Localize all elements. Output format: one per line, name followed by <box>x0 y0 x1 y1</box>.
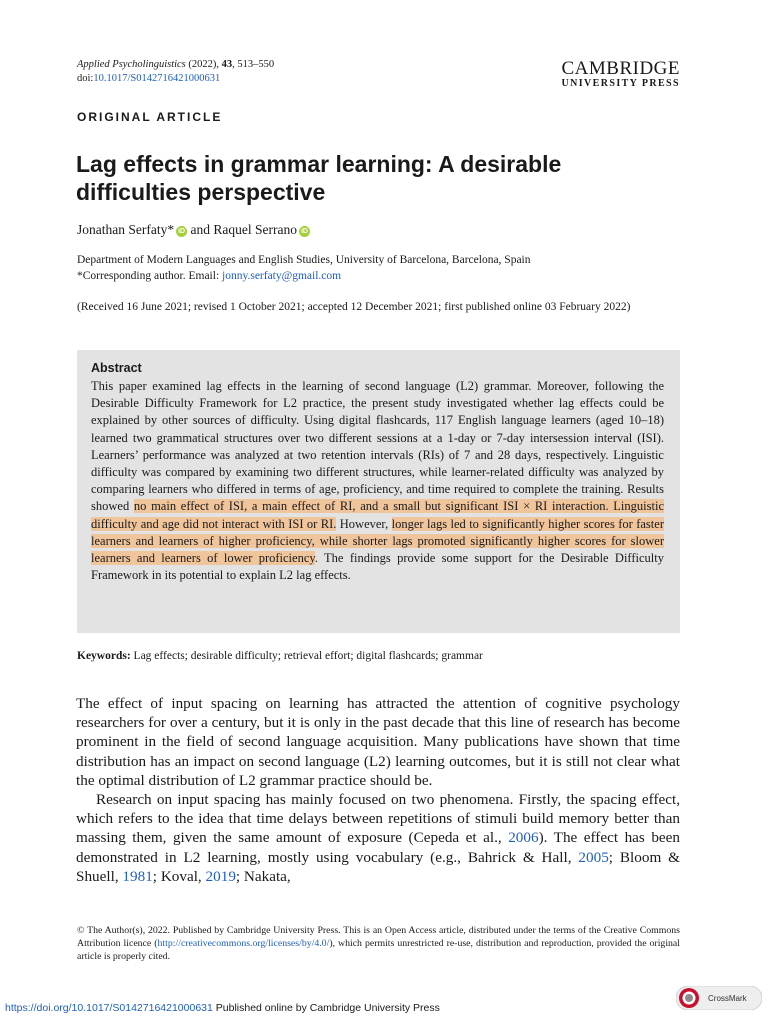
paragraph: Research on input spacing has mainly focused on two phenomena. Firstly, the spacing effect, which refers to the idea that time delays between repetitions of stimuli build memory better than massing them, given the same amount of exposure (Cepeda et al., 2006). The effect has been demonstrated in L2 learning, mostly using vocabulary (e.g., Bahrick & Hall, 2005; Bloom & Shuell, 1981; Koval, 2019; Nakata, <box>76 791 681 885</box>
journal-volume: 43 <box>221 59 233 70</box>
crossmark-label[interactable]: CrossMark <box>708 994 747 1003</box>
copyright-notice: © The Author(s), 2022. Published by Cambridge University Press. This is an Open Access article, distributed under the terms of the Creative Commons Attribution licence (http://creativecommons.org/licenses/by/4.0/), which permits unrestricted re-use, distribution and reproduction, provided the original article is properly cited. <box>77 925 681 962</box>
footer-doi-link[interactable]: https://doi.org/10.1017/S0142716421000631 <box>5 1002 213 1014</box>
email-link[interactable]: jonny.serfaty@gmail.com <box>222 270 342 282</box>
abstract-box <box>77 350 680 633</box>
received-dates: (Received 16 June 2021; revised 1 October 2021; accepted 12 December 2021; first published online 03 February 2022) <box>77 301 631 313</box>
page-footer: https://doi.org/10.1017/S0142716421000631 Published online by Cambridge University Press <box>5 1002 440 1014</box>
author-list: Jonathan Serfaty* iD and Raquel Serrano iD <box>77 222 308 237</box>
publisher-logo: CAMBRIDGE UNIVERSITY PRESS <box>561 58 680 89</box>
abstract-text: This paper examined lag effects in the learning of second language (L2) grammar. Moreover, following the Desirable Difficulty Framework for L2 practice, the present study investigated whether lag effects could be explained by other sources of difficulty. Using digital flashcards, 117 English language learners (aged 10–18) learned two grammatical structures over two different sessions at a 1-day or 7-day intersession interval (ISI). Learners’ performance was analyzed at two retention intervals (RIs) of 7 and 28 days, respectively. Linguistic difficulty was compared by examining two different structures, while learner-related difficulty was analyzed by comparing learners who differed in terms of age, proficiency, and time required to complete the training. Results showed no main effect of ISI, a main effect of RI, and a small but significant ISI × RI interaction. Linguistic difficulty and age did not interact with ISI or RI. However, longer lags led to significantly higher scores for faster learners and learners of higher proficiency, while shorter lags promoted significantly higher scores for slower learners and learners of lower proficiency. The findings provide some support for the Desirable Difficulty Framework in its potential to explain L2 lag effects. <box>91 379 664 583</box>
keywords: Keywords: Lag effects; desirable difficulty; retrieval effort; digital flashcards; grammar <box>77 650 483 662</box>
orcid-icon[interactable]: iD <box>300 228 308 235</box>
author-name[interactable]: Jonathan Serfaty* <box>77 222 175 237</box>
highlighted-text: no main effect of ISI, a main effect of RI, and a small but significant ISI × RI interaction. Linguistic difficulty and age did not interact with ISI or RI. <box>91 499 664 531</box>
orcid-icon[interactable]: iD <box>178 228 186 235</box>
affiliation: Department of Modern Languages and English Studies, University of Barcelona, Barcelona, Spain *Corresponding author. Email: jonny.serfaty@gmail.com <box>77 254 531 282</box>
journal-name: Applied Psycholinguistics <box>77 59 186 70</box>
citation-link[interactable]: 2019 <box>205 867 236 885</box>
article-type: ORIGINAL ARTICLE <box>77 110 223 124</box>
paragraph: The effect of input spacing on learning has attracted the attention of cognitive psychology researchers for over a century, but it is only in the past decade that this line of research has become prominent in the field of second language acquisition. Many publications have shown that time distribution has an impact on second language (L2) learning outcomes, but it is still not clear what the optimal distribution of L2 grammar practice should be. <box>76 695 680 789</box>
article-title: Lag effects in grammar learning: A desirable difficulties perspective <box>76 151 562 205</box>
license-link[interactable]: http://creativecommons.org/licenses/by/4.0/ <box>157 938 330 949</box>
citation-link[interactable]: 2006 <box>508 829 539 847</box>
highlighted-text: longer lags led to significantly higher scores for faster learners and learners of higher proficiency, while shorter lags promoted significantly higher scores for slower learners and learners of lower proficiency <box>91 516 664 566</box>
citation-link[interactable]: 1981 <box>122 867 153 885</box>
abstract-heading: Abstract <box>91 361 142 375</box>
doi-link[interactable]: 10.1017/S0142716421000631 <box>93 73 221 84</box>
author-name[interactable]: Raquel Serrano <box>213 222 297 237</box>
body-text <box>76 694 680 886</box>
journal-citation: Applied Psycholinguistics (2022), 43, 513–550 doi:10.1017/S0142716421000631 <box>77 59 275 84</box>
citation-link[interactable]: 2005 <box>578 848 609 866</box>
